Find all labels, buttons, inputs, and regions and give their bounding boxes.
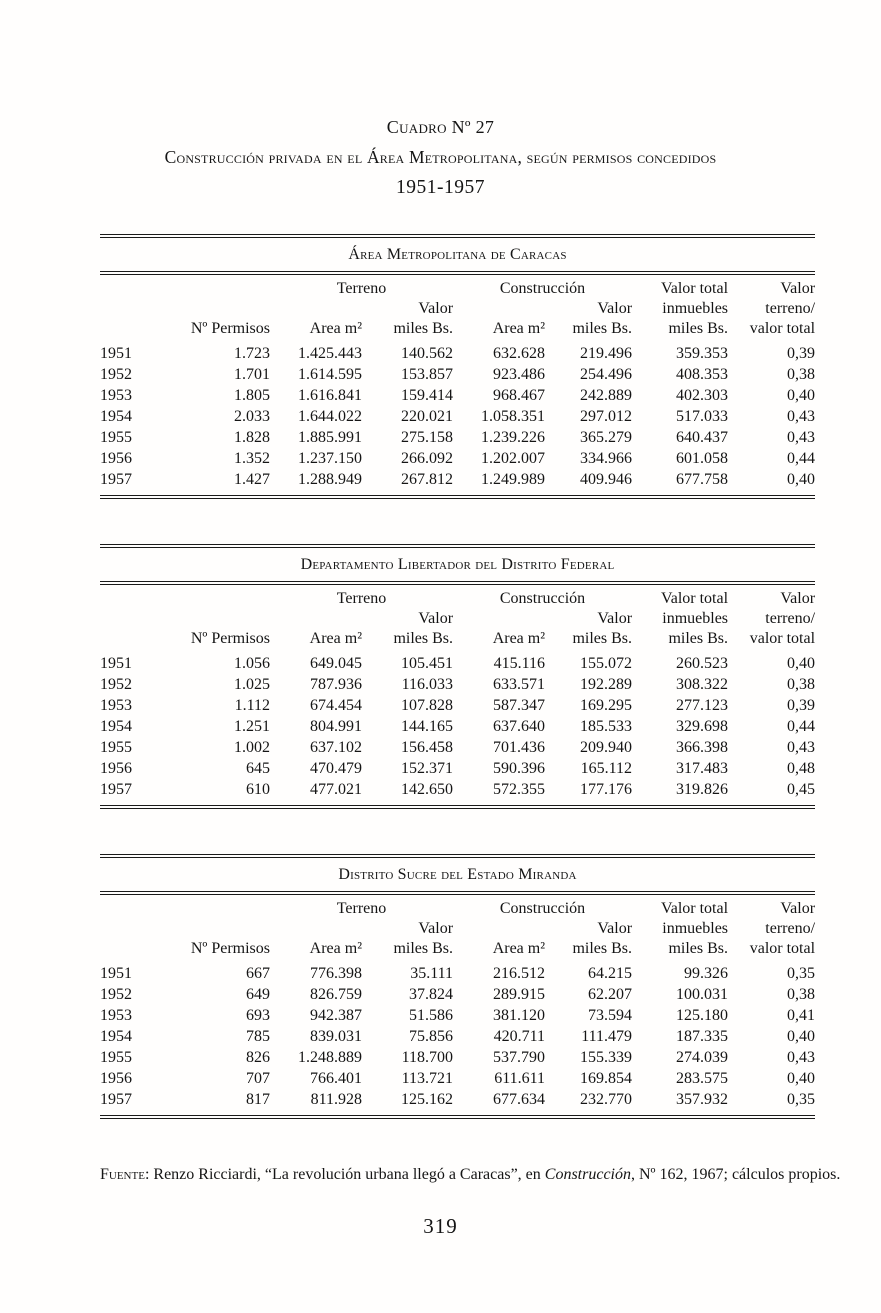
value-cell: 1.614.595 (298, 366, 362, 383)
value-cell: 1.288.949 (298, 471, 362, 488)
header-valor-total-line2: inmuebles (662, 610, 729, 627)
table-row (100, 695, 815, 716)
header-construccion-area: Area m² (492, 630, 546, 647)
value-cell: 242.889 (580, 387, 633, 404)
table-caption (0, 0, 881, 200)
value-cell: 1.352 (234, 450, 270, 467)
year-cell: 1957 (100, 471, 132, 488)
header-construccion-miles: miles Bs. (572, 320, 633, 337)
value-cell: 766.401 (310, 1070, 362, 1087)
header-ratio-line2: terreno/ (765, 300, 816, 317)
value-cell: 517.033 (676, 408, 729, 425)
table-row (100, 737, 815, 758)
page-number: 319 (423, 1214, 458, 1238)
source-text-before: Renzo Ricciardi, “La revolución urbana llegó a Caracas”, en (153, 1166, 545, 1183)
value-cell: 923.486 (493, 366, 546, 383)
value-cell: 817 (246, 1091, 270, 1108)
value-cell: 365.279 (580, 429, 633, 446)
value-cell: 209.940 (580, 739, 633, 756)
empty-header-cell (155, 275, 270, 299)
section-area-metropolitana (100, 234, 815, 499)
group-header-terreno: Terreno (336, 280, 387, 297)
value-cell: 537.790 (493, 1049, 546, 1066)
value-cell: 1.239.226 (481, 429, 546, 446)
header-ratio-line1: Valor (780, 280, 816, 297)
table-row (100, 406, 815, 427)
header-terreno-area: Area m² (309, 940, 362, 957)
value-cell: 359.353 (676, 345, 729, 362)
value-cell: 1.616.841 (298, 387, 362, 404)
table-row (100, 1026, 815, 1047)
value-cell: 776.398 (310, 965, 362, 982)
table-title: Construcción privada en el Área Metropolitana, según permisos concedidos (164, 147, 717, 167)
group-header-terreno: Terreno (336, 590, 387, 607)
table-number: Cuadro Nº 27 (386, 117, 495, 137)
data-table-sucre (100, 895, 815, 1110)
value-cell: 1.723 (234, 345, 270, 362)
value-cell: 645 (246, 760, 270, 777)
value-cell: 260.523 (676, 655, 729, 672)
header-permisos: Nº Permisos (190, 320, 270, 337)
table-row (100, 984, 815, 1005)
empty-header-cell (155, 919, 270, 939)
group-header-terreno: Terreno (336, 900, 387, 917)
source-text-after: , Nº 162, 1967; cálculos propios. (630, 1166, 841, 1183)
value-cell: 839.031 (310, 1028, 362, 1045)
value-cell: 99.326 (684, 965, 729, 982)
value-cell: 1.425.443 (298, 345, 362, 362)
section-title: Distrito Sucre del Estado Miranda (338, 866, 577, 883)
empty-header-cell (100, 585, 155, 609)
value-cell: 1.202.007 (481, 450, 546, 467)
year-cell: 1951 (100, 965, 132, 982)
header-ratio-line1: Valor (780, 590, 816, 607)
value-cell: 1.002 (234, 739, 270, 756)
header-valor-total-line2: inmuebles (662, 300, 729, 317)
header-terreno-miles: miles Bs. (393, 320, 454, 337)
value-cell: 75.856 (409, 1028, 454, 1045)
header-ratio-line3: valor total (749, 630, 816, 647)
empty-header-cell (100, 319, 155, 343)
table-row (100, 469, 815, 490)
value-cell: 0,38 (787, 366, 816, 383)
source-label: Fuente: (100, 1166, 150, 1183)
section-departamento-libertador (100, 544, 815, 809)
value-cell: 267.812 (401, 471, 454, 488)
value-cell: 409.946 (580, 471, 633, 488)
empty-header-cell (100, 939, 155, 963)
year-cell: 1951 (100, 655, 132, 672)
value-cell: 254.496 (580, 366, 633, 383)
value-cell: 319.826 (676, 781, 729, 798)
value-cell: 100.031 (676, 986, 729, 1003)
value-cell: 1.805 (234, 387, 270, 404)
empty-header-cell (155, 585, 270, 609)
value-cell: 142.650 (401, 781, 454, 798)
group-header-construccion: Construcción (499, 280, 586, 297)
group-header-construccion: Construcción (499, 900, 586, 917)
value-cell: 701.436 (493, 739, 546, 756)
value-cell: 0,48 (787, 760, 816, 777)
table-row (100, 1047, 815, 1068)
value-cell: 156.458 (401, 739, 454, 756)
year-cell: 1953 (100, 1007, 132, 1024)
value-cell: 1.056 (234, 655, 270, 672)
horizontal-rule (100, 1115, 815, 1119)
year-cell: 1957 (100, 781, 132, 798)
header-ratio-line2: terreno/ (765, 920, 816, 937)
value-cell: 105.451 (401, 655, 454, 672)
value-cell: 633.571 (493, 676, 546, 693)
header-terreno-valor: Valor (418, 300, 454, 317)
value-cell: 381.120 (493, 1007, 546, 1024)
value-cell: 637.102 (310, 739, 362, 756)
header-valor-total-line1: Valor total (660, 280, 729, 297)
value-cell: 155.072 (580, 655, 633, 672)
value-cell: 0,43 (787, 1049, 816, 1066)
value-cell: 159.414 (401, 387, 454, 404)
table-row (100, 385, 815, 406)
value-cell: 804.991 (310, 718, 362, 735)
header-valor-total-line3: miles Bs. (668, 940, 729, 957)
value-cell: 277.123 (676, 697, 729, 714)
value-cell: 572.355 (493, 781, 546, 798)
value-cell: 216.512 (493, 965, 546, 982)
table-row (100, 1068, 815, 1089)
year-cell: 1953 (100, 697, 132, 714)
table-body (100, 343, 815, 490)
empty-header-cell (270, 919, 362, 939)
section-title: Departamento Libertador del Distrito Federal (300, 556, 615, 573)
table-row (100, 1089, 815, 1110)
value-cell: 334.966 (580, 450, 633, 467)
year-cell: 1954 (100, 408, 132, 425)
value-cell: 35.111 (410, 965, 454, 982)
header-ratio-line2: terreno/ (765, 610, 816, 627)
table-row (100, 653, 815, 674)
value-cell: 587.347 (493, 697, 546, 714)
value-cell: 1.025 (234, 676, 270, 693)
header-valor-total-line1: Valor total (660, 590, 729, 607)
table-row (100, 963, 815, 984)
value-cell: 220.021 (401, 408, 454, 425)
value-cell: 787.936 (310, 676, 362, 693)
empty-header-cell (155, 895, 270, 919)
value-cell: 0,40 (787, 1070, 816, 1087)
value-cell: 667 (246, 965, 270, 982)
table-row (100, 779, 815, 800)
group-header-construccion: Construcción (499, 590, 586, 607)
value-cell: 402.303 (676, 387, 729, 404)
header-terreno-valor: Valor (418, 920, 454, 937)
value-cell: 107.828 (401, 697, 454, 714)
header-construccion-valor: Valor (597, 920, 633, 937)
value-cell: 1.828 (234, 429, 270, 446)
value-cell: 1.427 (234, 471, 270, 488)
value-cell: 0,35 (787, 965, 816, 982)
value-cell: 0,44 (787, 718, 816, 735)
value-cell: 153.857 (401, 366, 454, 383)
value-cell: 329.698 (676, 718, 729, 735)
header-construccion-valor: Valor (597, 610, 633, 627)
header-construccion-valor: Valor (597, 300, 633, 317)
year-cell: 1952 (100, 676, 132, 693)
table-body (100, 963, 815, 1110)
value-cell: 111.479 (581, 1028, 633, 1045)
header-construccion-area: Area m² (492, 320, 546, 337)
value-cell: 275.158 (401, 429, 454, 446)
empty-header-cell (100, 919, 155, 939)
year-cell: 1954 (100, 1028, 132, 1045)
data-table-metropolitana (100, 275, 815, 490)
value-cell: 0,41 (787, 1007, 816, 1024)
value-cell: 317.483 (676, 760, 729, 777)
value-cell: 73.594 (588, 1007, 633, 1024)
table-header (100, 895, 815, 963)
value-cell: 64.215 (588, 965, 633, 982)
value-cell: 0,38 (787, 676, 816, 693)
year-cell: 1955 (100, 739, 132, 756)
value-cell: 274.039 (676, 1049, 729, 1066)
value-cell: 693 (246, 1007, 270, 1024)
value-cell: 125.162 (401, 1091, 454, 1108)
value-cell: 2.033 (234, 408, 270, 425)
value-cell: 308.322 (676, 676, 729, 693)
value-cell: 116.033 (401, 676, 454, 693)
year-cell: 1955 (100, 429, 132, 446)
header-ratio-line1: Valor (780, 900, 816, 917)
year-cell: 1956 (100, 760, 132, 777)
empty-header-cell (270, 299, 362, 319)
value-cell: 155.339 (580, 1049, 633, 1066)
header-valor-total-line3: miles Bs. (668, 320, 729, 337)
value-cell: 219.496 (580, 345, 633, 362)
empty-header-cell (453, 299, 545, 319)
value-cell: 1.249.989 (481, 471, 546, 488)
value-cell: 1.248.889 (298, 1049, 362, 1066)
value-cell: 125.180 (676, 1007, 729, 1024)
empty-header-cell (155, 299, 270, 319)
header-valor-total-line2: inmuebles (662, 920, 729, 937)
empty-header-cell (100, 275, 155, 299)
value-cell: 0,39 (787, 697, 816, 714)
source-note (100, 1164, 866, 1186)
value-cell: 0,43 (787, 429, 816, 446)
value-cell: 144.165 (401, 718, 454, 735)
value-cell: 232.770 (580, 1091, 633, 1108)
value-cell: 0,40 (787, 1028, 816, 1045)
value-cell: 62.207 (588, 986, 633, 1003)
table-row (100, 448, 815, 469)
year-cell: 1951 (100, 345, 132, 362)
value-cell: 610 (246, 781, 270, 798)
empty-header-cell (100, 609, 155, 629)
value-cell: 177.176 (580, 781, 633, 798)
value-cell: 118.700 (401, 1049, 454, 1066)
value-cell: 0,43 (787, 408, 816, 425)
value-cell: 0,39 (787, 345, 816, 362)
year-cell: 1956 (100, 1070, 132, 1087)
value-cell: 470.479 (310, 760, 362, 777)
table-row (100, 1005, 815, 1026)
value-cell: 1.058.351 (481, 408, 546, 425)
value-cell: 266.092 (401, 450, 454, 467)
header-terreno-area: Area m² (309, 630, 362, 647)
value-cell: 649.045 (310, 655, 362, 672)
value-cell: 1.885.991 (298, 429, 362, 446)
header-ratio-line3: valor total (749, 320, 816, 337)
empty-header-cell (100, 299, 155, 319)
value-cell: 826.759 (310, 986, 362, 1003)
empty-header-cell (270, 609, 362, 629)
value-cell: 1.237.150 (298, 450, 362, 467)
value-cell: 283.575 (676, 1070, 729, 1087)
value-cell: 611.611 (494, 1070, 546, 1087)
empty-header-cell (100, 895, 155, 919)
value-cell: 968.467 (493, 387, 546, 404)
year-cell: 1954 (100, 718, 132, 735)
value-cell: 677.758 (676, 471, 729, 488)
value-cell: 677.634 (493, 1091, 546, 1108)
value-cell: 192.289 (580, 676, 633, 693)
value-cell: 0,43 (787, 739, 816, 756)
header-valor-total-line3: miles Bs. (668, 630, 729, 647)
year-cell: 1953 (100, 387, 132, 404)
header-terreno-miles: miles Bs. (393, 940, 454, 957)
year-cell: 1952 (100, 986, 132, 1003)
value-cell: 289.915 (493, 986, 546, 1003)
value-cell: 707 (246, 1070, 270, 1087)
horizontal-rule (100, 495, 815, 499)
header-construccion-area: Area m² (492, 940, 546, 957)
value-cell: 415.116 (493, 655, 546, 672)
value-cell: 366.398 (676, 739, 729, 756)
table-header (100, 275, 815, 343)
value-cell: 1.701 (234, 366, 270, 383)
table-row (100, 716, 815, 737)
value-cell: 0,35 (787, 1091, 816, 1108)
table-row (100, 364, 815, 385)
value-cell: 0,40 (787, 655, 816, 672)
year-cell: 1957 (100, 1091, 132, 1108)
value-cell: 187.335 (676, 1028, 729, 1045)
value-cell: 811.928 (310, 1091, 362, 1108)
value-cell: 297.012 (580, 408, 633, 425)
value-cell: 1.251 (234, 718, 270, 735)
year-cell: 1956 (100, 450, 132, 467)
header-permisos: Nº Permisos (190, 630, 270, 647)
table-row (100, 758, 815, 779)
value-cell: 477.021 (310, 781, 362, 798)
table-row (100, 674, 815, 695)
header-ratio-line3: valor total (749, 940, 816, 957)
value-cell: 357.932 (676, 1091, 729, 1108)
header-valor-total-line1: Valor total (660, 900, 729, 917)
value-cell: 637.640 (493, 718, 546, 735)
table-header (100, 585, 815, 653)
value-cell: 674.454 (310, 697, 362, 714)
value-cell: 0,38 (787, 986, 816, 1003)
table-body (100, 653, 815, 800)
section-title: Área Metropolitana de Caracas (348, 246, 567, 263)
empty-header-cell (100, 629, 155, 653)
table-period: 1951-1957 (396, 177, 485, 198)
value-cell: 785 (246, 1028, 270, 1045)
year-cell: 1955 (100, 1049, 132, 1066)
value-cell: 420.711 (493, 1028, 546, 1045)
data-table-libertador (100, 585, 815, 800)
empty-header-cell (453, 919, 545, 939)
value-cell: 408.353 (676, 366, 729, 383)
value-cell: 165.112 (580, 760, 633, 777)
value-cell: 185.533 (580, 718, 633, 735)
header-terreno-valor: Valor (418, 610, 454, 627)
value-cell: 649 (246, 986, 270, 1003)
header-permisos: Nº Permisos (190, 940, 270, 957)
value-cell: 152.371 (401, 760, 454, 777)
year-cell: 1952 (100, 366, 132, 383)
value-cell: 0,45 (787, 781, 816, 798)
value-cell: 0,40 (787, 387, 816, 404)
value-cell: 1.644.022 (298, 408, 362, 425)
value-cell: 169.295 (580, 697, 633, 714)
header-terreno-miles: miles Bs. (393, 630, 454, 647)
value-cell: 942.387 (310, 1007, 362, 1024)
horizontal-rule (100, 805, 815, 809)
header-construccion-miles: miles Bs. (572, 940, 633, 957)
source-journal-name: Construcción (544, 1166, 631, 1183)
header-terreno-area: Area m² (309, 320, 362, 337)
value-cell: 601.058 (676, 450, 729, 467)
value-cell: 1.112 (234, 697, 270, 714)
value-cell: 37.824 (409, 986, 454, 1003)
value-cell: 140.562 (401, 345, 454, 362)
value-cell: 632.628 (493, 345, 546, 362)
value-cell: 51.586 (409, 1007, 454, 1024)
value-cell: 113.721 (401, 1070, 454, 1087)
empty-header-cell (453, 609, 545, 629)
section-distrito-sucre (100, 854, 815, 1119)
value-cell: 640.437 (676, 429, 729, 446)
table-row (100, 427, 815, 448)
value-cell: 0,40 (787, 471, 816, 488)
value-cell: 826 (246, 1049, 270, 1066)
table-row (100, 343, 815, 364)
value-cell: 590.396 (493, 760, 546, 777)
value-cell: 0,44 (787, 450, 816, 467)
header-construccion-miles: miles Bs. (572, 630, 633, 647)
value-cell: 169.854 (580, 1070, 633, 1087)
empty-header-cell (155, 609, 270, 629)
